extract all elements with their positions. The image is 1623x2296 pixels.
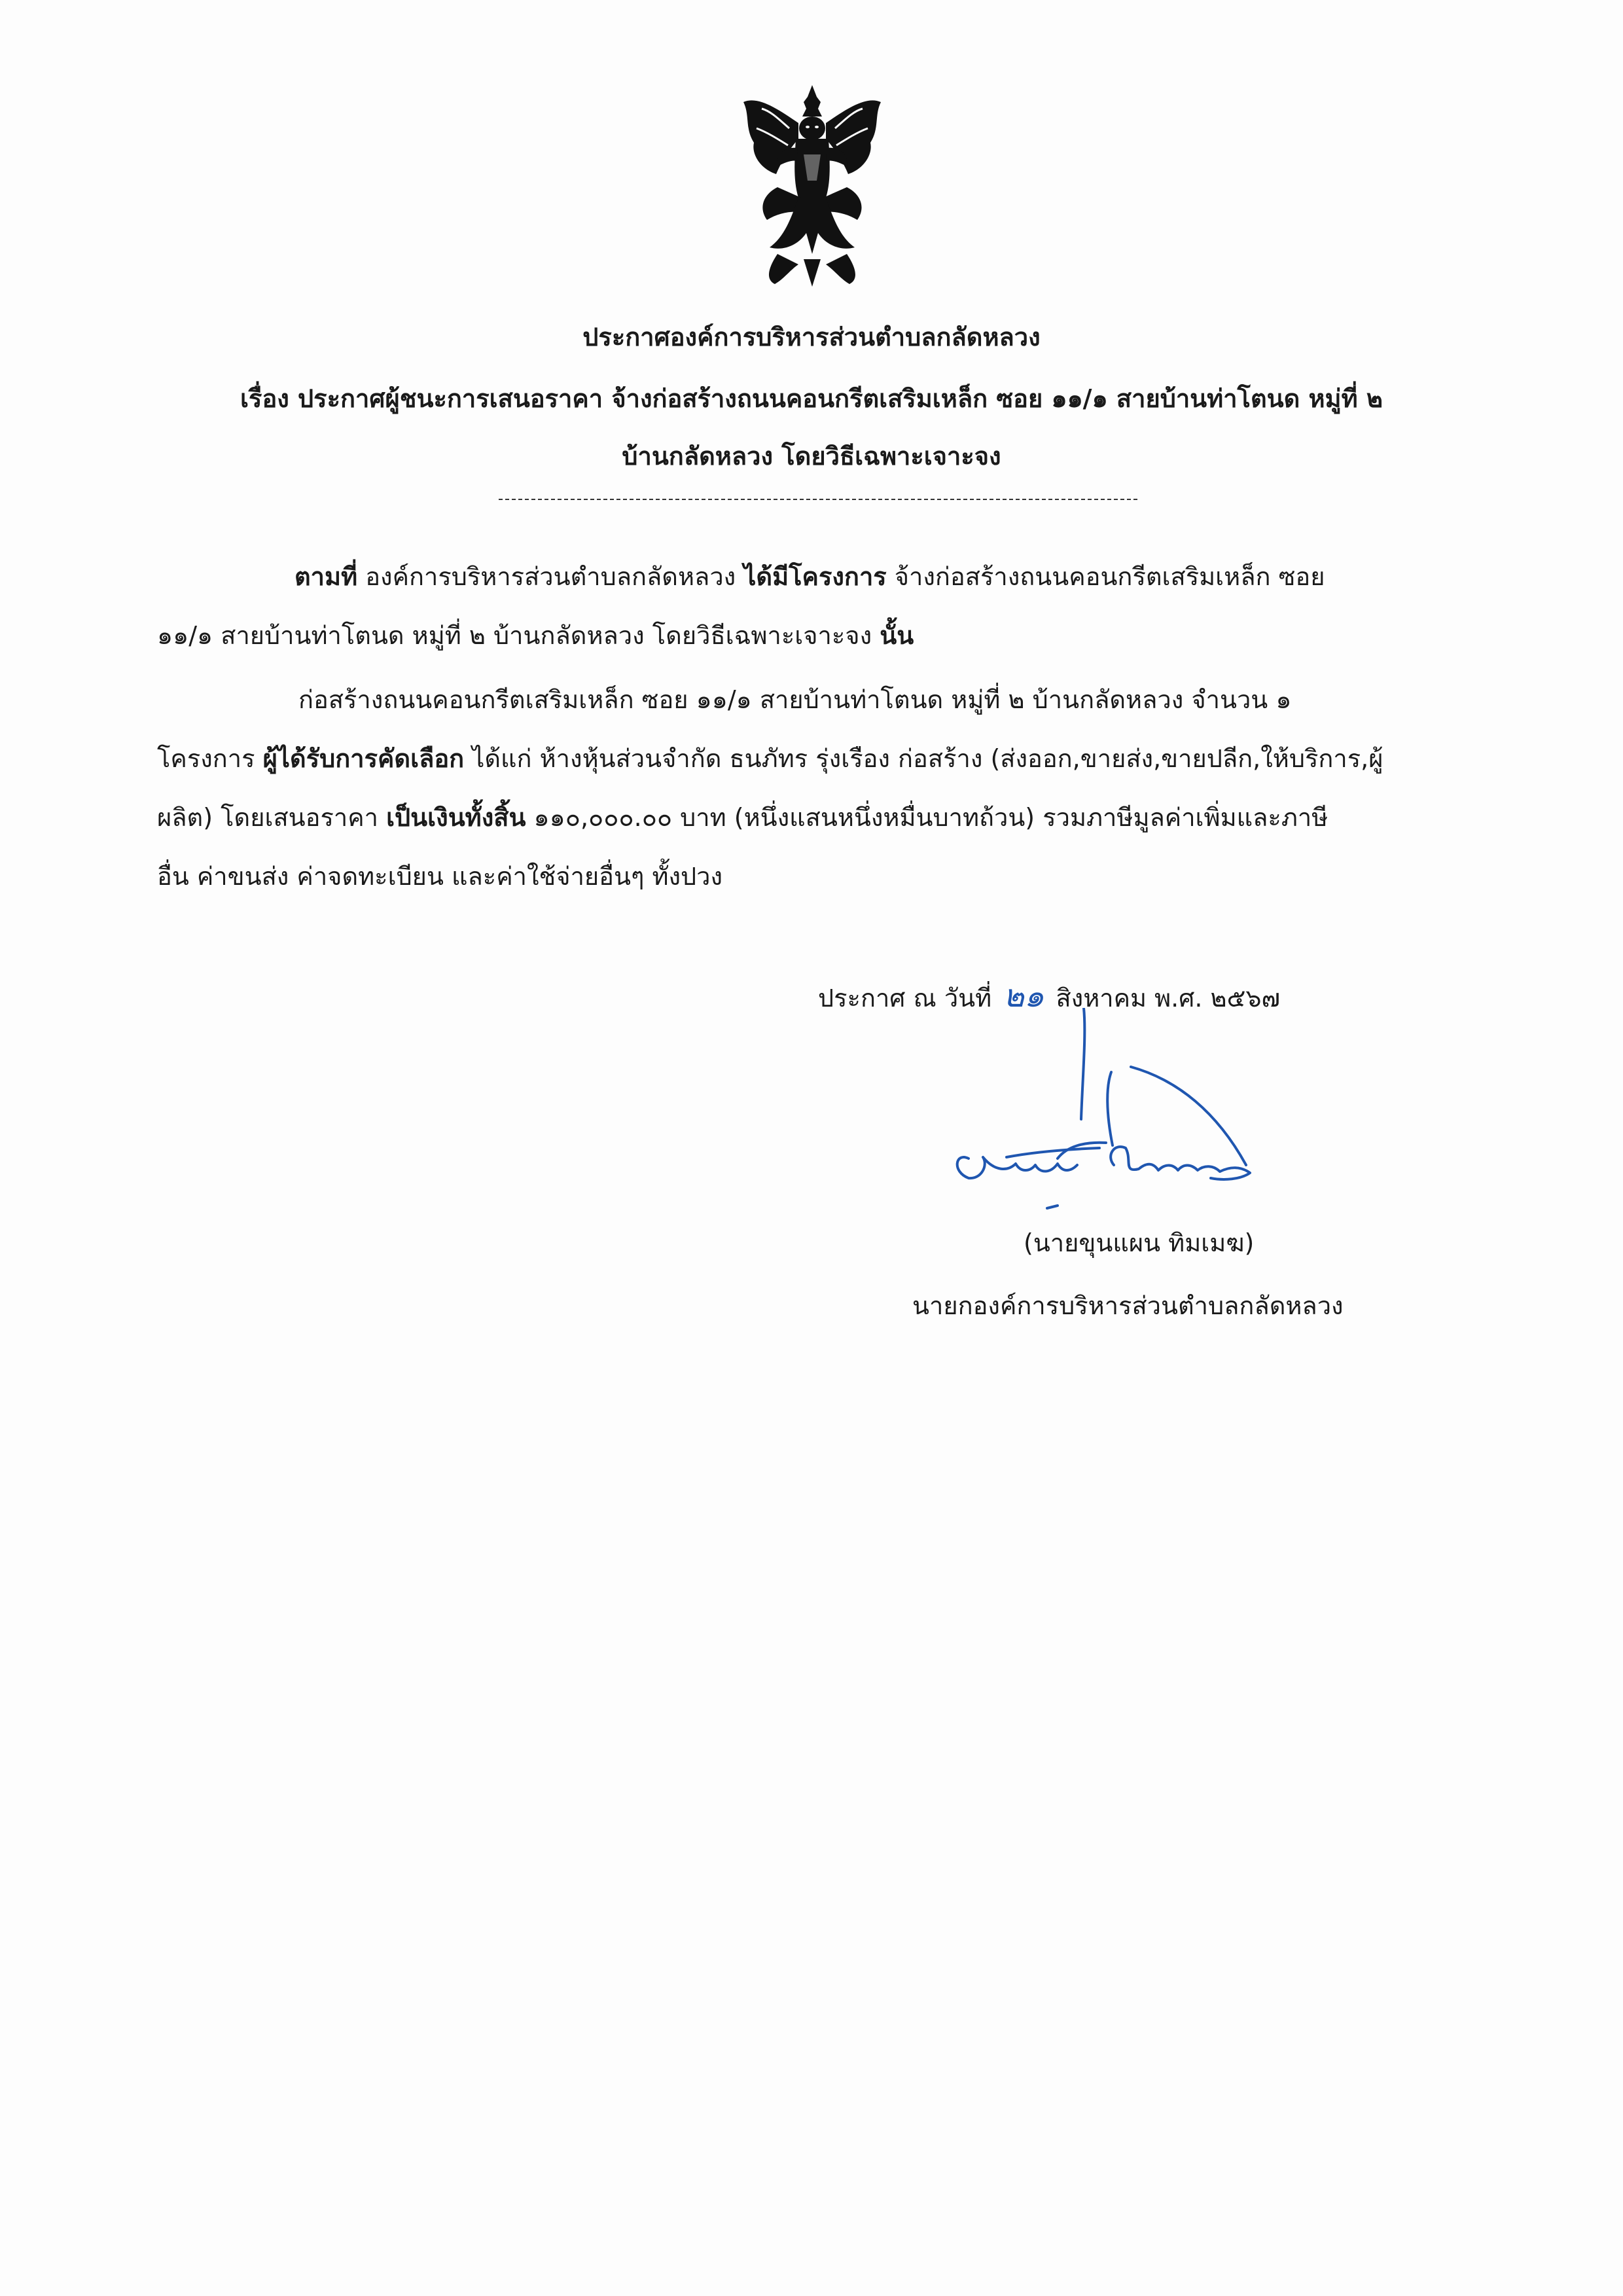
separator-line: [499, 499, 1137, 500]
para2-line3-rest: ๑๑๐,๐๐๐.๐๐ บาท (หนึ่งแสนหนึ่งหมื่นบาทถ้วน) รวมภาษีมูลค่าเพิ่มและภาษี: [526, 803, 1329, 832]
signature-icon: [942, 1008, 1335, 1244]
subject-line-1: เรื่อง ประกาศผู้ชนะการเสนอราคา จ้างก่อสร้างถนนคอนกรีตเสริมเหล็ก ซอย ๑๑/๑ สายบ้านท่าโตนด หมู่ที่ ๒: [240, 384, 1383, 413]
para2-line2-bold: ผู้ได้รับการคัดเลือก: [262, 744, 465, 773]
paragraph-2-line-3: [157, 797, 1328, 837]
paragraph-2-line-1: ก่อสร้างถนนคอนกรีตเสริมเหล็ก ซอย ๑๑/๑ สายบ้านท่าโตนด หมู่ที่ ๒ บ้านกลัดหลวง จำนวน ๑: [298, 685, 1292, 714]
handwritten-day: ๒๑: [1003, 978, 1044, 1014]
announcement-suffix: สิงหาคม พ.ศ. ๒๕๖๗: [1048, 984, 1281, 1013]
paragraph-1-line-1: [294, 556, 1325, 596]
para1-line2-bold: นั้น: [880, 621, 914, 650]
subject-line-2: บ้านกลัดหลวง โดยวิธีเฉพาะเจาะจง: [622, 442, 1001, 471]
para1-prefix: ตามที่: [294, 562, 358, 591]
organization-title: ประกาศองค์การบริหารส่วนตำบลกลัดหลวง: [582, 323, 1041, 351]
para2-line3-bold: เป็นเงินทั้งสิ้น: [386, 803, 526, 832]
para2-line2-rest: ได้แก่ ห้างหุ้นส่วนจำกัด ธนภัทร รุ่งเรือง ก่อสร้าง (ส่งออก,ขายส่ง,ขายปลีก,ให้บริการ,ผู้: [464, 744, 1383, 773]
para2-line2-prefix: โครงการ: [157, 744, 263, 773]
paragraph-2-line-4: อื่น ค่าขนส่ง ค่าจดทะเบียน และค่าใช้จ่ายอื่นๆ ทั้งปวง: [157, 862, 723, 891]
paragraph-1-line-2: [157, 615, 914, 655]
para2-line3-prefix: ผลิต) โดยเสนอราคา: [157, 803, 387, 832]
signer-position: นายกองค์การบริหารส่วนตำบลกลัดหลวง: [912, 1291, 1344, 1320]
para1-line2-text: ๑๑/๑ สายบ้านท่าโตนด หมู่ที่ ๒ บ้านกลัดหลวง โดยวิธีเฉพาะเจาะจง: [157, 621, 880, 650]
garuda-emblem-icon: [738, 82, 886, 289]
para1-bold: ได้มีโครงการ: [743, 562, 887, 591]
signer-name: (นายขุนแผน ทิมเมฆ): [1024, 1229, 1255, 1257]
announcement-prefix: ประกาศ ณ วันที่: [818, 984, 1000, 1013]
paragraph-2-line-2: [157, 738, 1383, 778]
para1-rest: จ้างก่อสร้างถนนคอนกรีตเสริมเหล็ก ซอย: [886, 562, 1325, 591]
para1-org: องค์การบริหารส่วนตำบลกลัดหลวง: [357, 562, 744, 591]
